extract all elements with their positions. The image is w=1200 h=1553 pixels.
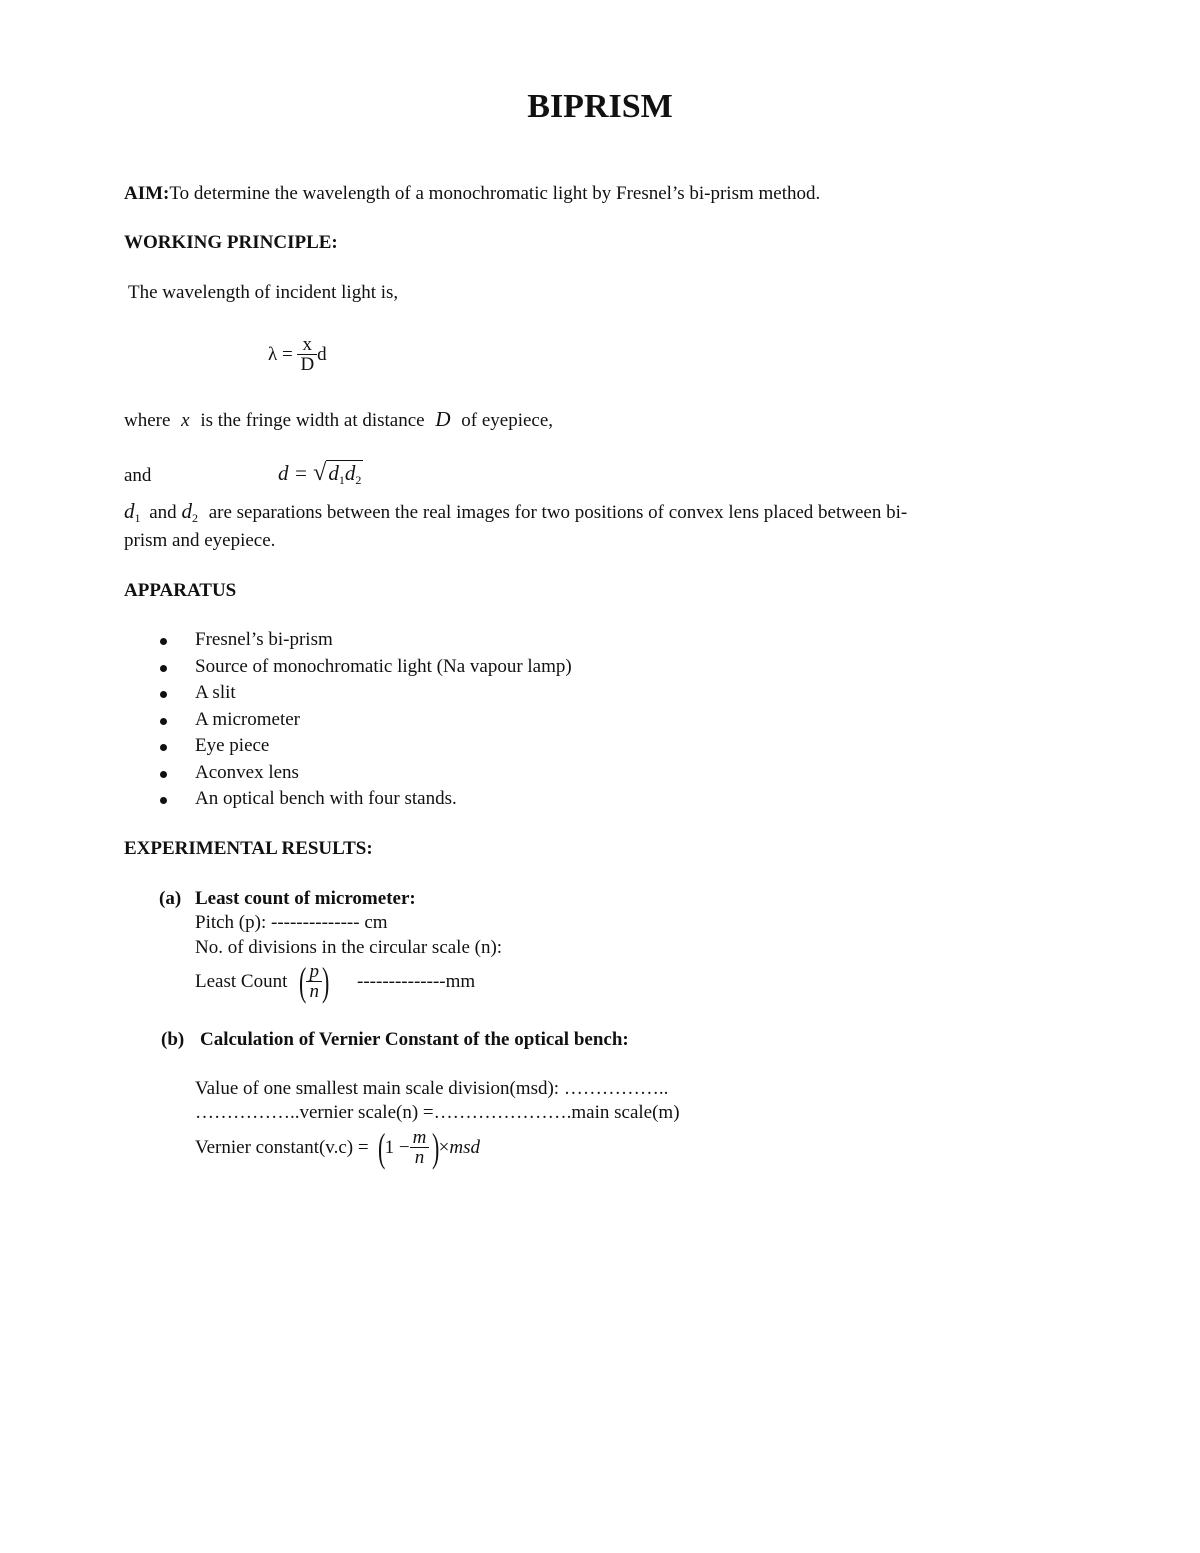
- least-count-label: Least Count: [195, 971, 288, 992]
- where-D: D: [435, 407, 451, 431]
- least-count-line: [195, 959, 476, 1018]
- pitch-line: Pitch (p): -------------- cm: [195, 912, 388, 933]
- d2-subscript: 2: [355, 473, 362, 487]
- aim-label: AIM:: [124, 183, 170, 204]
- vernier-constant-line: [195, 1125, 481, 1186]
- d-formula: [278, 460, 363, 488]
- vc-numerator: m: [412, 1126, 427, 1148]
- and-label: and: [124, 465, 152, 486]
- aim-text: To determine the wavelength of a monochromatic light by Fresnel’s bi-prism method.: [169, 183, 821, 204]
- left-paren-icon: (: [378, 1125, 386, 1170]
- apparatus-heading: APPARATUS: [124, 580, 237, 601]
- section-b-heading: Calculation of Vernier Constant of the optical bench:: [200, 1029, 629, 1050]
- page-title: BIPRISM: [527, 88, 673, 125]
- formula-lhs: λ =: [268, 343, 293, 365]
- section-b-marker: (b): [161, 1029, 185, 1050]
- where-tail: of eyepiece,: [461, 410, 554, 431]
- sqrt-icon: √: [313, 460, 327, 486]
- separation-line-2: prism and eyepiece.: [124, 530, 276, 551]
- sqrt-body: [326, 460, 363, 485]
- least-count-value: --------------mm: [357, 971, 476, 992]
- list-item: An optical bench with four stands.: [160, 786, 572, 813]
- formula-fraction: [297, 336, 317, 375]
- lc-denominator: n: [306, 981, 322, 1002]
- vc-label: Vernier constant(v.c) =: [195, 1137, 369, 1158]
- vernier-scale-line: ……………..vernier scale(n) =………………….main scale(m): [195, 1102, 680, 1123]
- sep-d1-sub: 1: [134, 511, 141, 525]
- where-line: [124, 407, 553, 432]
- list-item: A micrometer: [160, 707, 572, 734]
- sep-d2-sub: 2: [191, 511, 198, 525]
- aim-line: [124, 183, 820, 205]
- vc-msd: msd: [449, 1137, 481, 1158]
- working-principle-heading: WORKING PRINCIPLE:: [124, 232, 338, 253]
- vc-times: ×: [438, 1137, 450, 1158]
- working-principle-intro: The wavelength of incident light is,: [128, 282, 399, 303]
- sep-d2: d: [181, 499, 192, 523]
- section-a-heading: Least count of micrometer:: [195, 888, 416, 909]
- divisions-line: No. of divisions in the circular scale (n):: [195, 937, 503, 958]
- sep-text: are separations between the real images for two positions of convex lens placed between bi-: [208, 502, 908, 523]
- list-item: Fresnel’s bi-prism: [160, 627, 572, 654]
- where-word: where: [124, 410, 171, 431]
- right-paren-icon: ): [432, 1125, 440, 1170]
- d-formula-lhs: d =: [278, 461, 308, 485]
- list-item: Aconvex lens: [160, 760, 572, 787]
- separation-line-1: [124, 499, 907, 526]
- list-item: Eye piece: [160, 733, 572, 760]
- section-a-marker: (a): [159, 888, 182, 909]
- where-x: x: [181, 410, 190, 431]
- vc-fraction: [410, 1126, 430, 1168]
- vc-denominator: n: [410, 1147, 430, 1168]
- vc-one-minus: 1 −: [384, 1137, 410, 1158]
- formula-tail: d: [317, 343, 327, 365]
- apparatus-list: [160, 627, 572, 813]
- wavelength-formula: [268, 336, 327, 375]
- results-heading: EXPERIMENTAL RESULTS:: [124, 838, 373, 859]
- lc-numerator: p: [309, 960, 319, 982]
- formula-denominator: D: [297, 354, 317, 375]
- list-item: Source of monochromatic light (Na vapour lamp): [160, 654, 572, 681]
- msd-line: Value of one smallest main scale division(msd): ……………..: [195, 1078, 669, 1099]
- least-count-fraction: [306, 960, 322, 1002]
- d1-subscript: 1: [338, 473, 345, 487]
- sep-d1: d: [124, 499, 135, 523]
- d2-symbol: d: [344, 461, 356, 485]
- d1-symbol: d: [328, 461, 339, 485]
- list-item: A slit: [160, 680, 572, 707]
- left-paren-icon: (: [299, 959, 307, 1004]
- sep-and: and: [149, 502, 177, 523]
- formula-numerator: x: [302, 334, 313, 355]
- where-text: is the fringe width at distance: [200, 410, 425, 431]
- right-paren-icon: ): [321, 959, 330, 1004]
